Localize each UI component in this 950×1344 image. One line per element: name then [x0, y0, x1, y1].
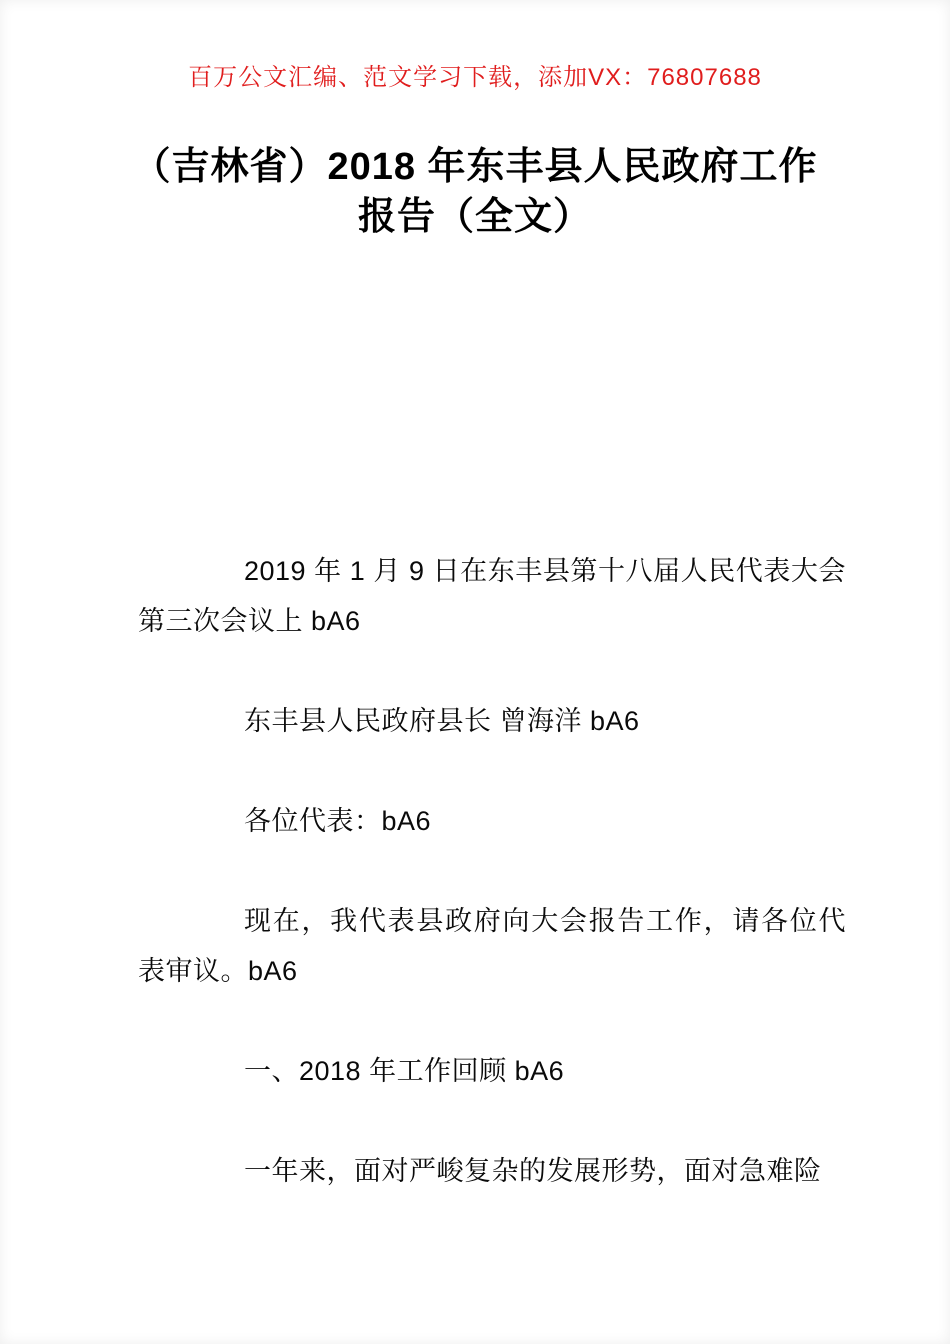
paragraph-speaker-line: 东丰县人民政府县长 曾海洋 bA6 [244, 706, 640, 736]
paragraph-section-heading: 一、2018 年工作回顾 bA6 [244, 1056, 565, 1086]
document-title: （吉林省）2018 年东丰县人民政府工作报告（全文） [132, 146, 818, 238]
promo-notice: 百万公文汇编、范文学习下载，添加VX：76807688 [188, 64, 762, 91]
paragraph-salutation: 各位代表：bA6 [244, 806, 432, 836]
paragraph-review-start: 一年来，面对严峻复杂的发展形势，面对急难险 [244, 1156, 822, 1186]
paragraph-meeting-line: 2019 年 1 月 9 日在东丰县第十八届人民代表大会第三次会议上 bA6 [138, 556, 846, 636]
document-body [138, 546, 846, 1196]
paragraph-intro: 现在，我代表县政府向大会报告工作，请各位代表审议。bA6 [138, 906, 846, 986]
